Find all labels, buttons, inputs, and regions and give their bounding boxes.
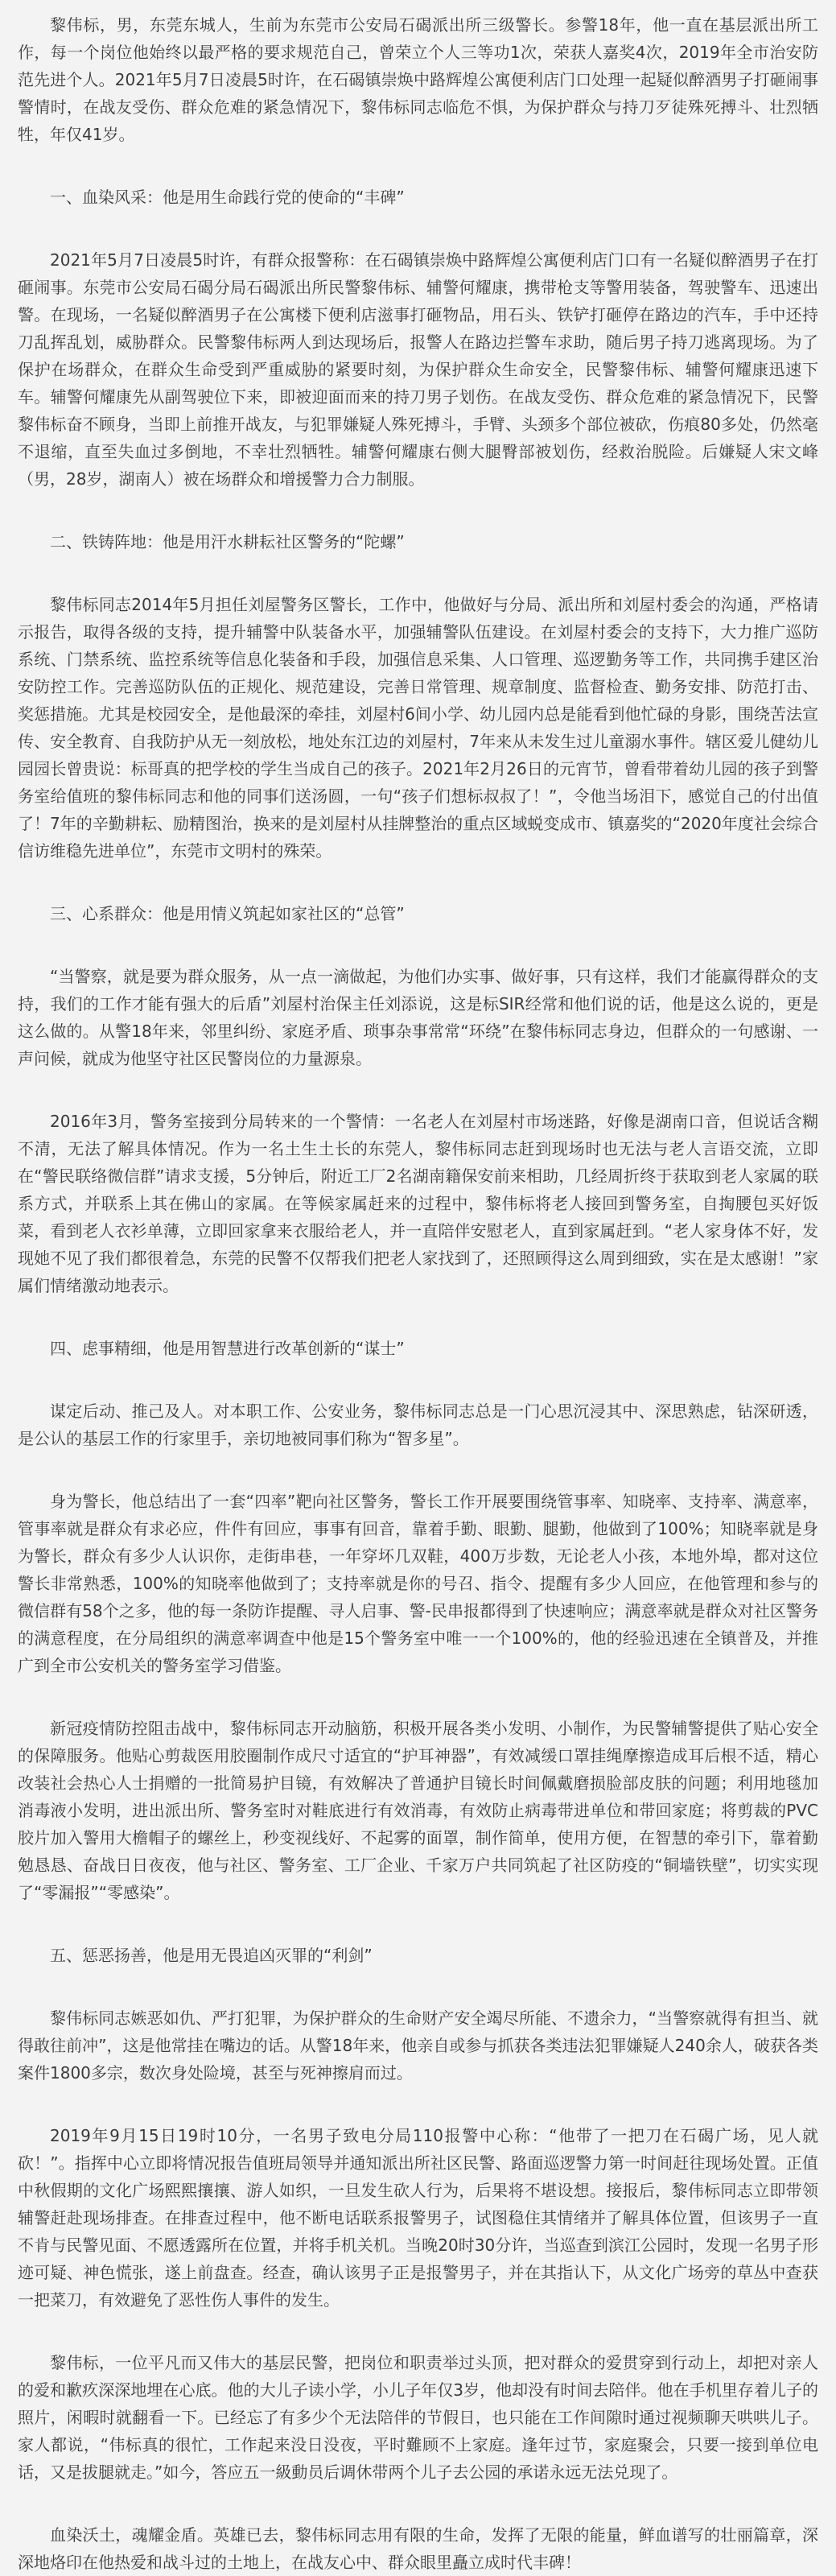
section-3-paragraph-1: “当警察，就是要为群众服务，从一点一滴做起，为他们办实事、做好事，只有这样，我们才能赢得群众的支持，我们的工作才能有强大的后盾”刘屋村治保主任刘添说，这是标SIR经常和他们说的话，他是这么说的，更是这么做的。从警18年来，邻里纠纷、家庭矛盾、琐事杂事常常“环绕”在黎伟标同志身边，但群众的一句感谢、一声问候，就成为他坚守社区民警岗位的力量源泉。 (18, 967, 818, 1068)
section-heading-1: 一、血染风采：他是用生命践行党的使命的“丰碑” (50, 188, 405, 207)
section-2-paragraph-1: 黎伟标同志2014年5月担任刘屋警务区警长，工作中，他做好与分局、派出所和刘屋村委会的沟通，严格请示报告，取得各级的支持，提升辅警中队装备水平，加强辅警队伍建设。在刘屋村委会的支持下，大力推广巡防系统、门禁系统、监控系统等信息化装备和手段，加强信息采集、人口管理、巡逻勤务等工作，共同携手建区治安防控工作。完善巡防队伍的正规化、规范建设，完善日常管理、规章制度、监督检查、勤务安排、防范打击、奖惩措施。尤其是校园安全，是他最深的牵挂，刘屋村6间小学、幼儿园内总是能看到他忙碌的身影，围绕苦法宣传、安全教育、自我防护从无一刻放松，地处东江边的刘屋村，7年来从未发生过儿童溺水事件。辖区爱儿健幼儿园园长曾贵说：标哥真的把学校的学生当成自己的孩子。2021年2月26日的元宵节，曾看带着幼儿园的孩子到警务室给值班的黎伟标同志和他的同事们送汤圆，一句“孩子们想标叔叔了！”，令他当场泪下，感觉自己的付出值了！7年的辛勤耕耘、励精图治，换来的是刘屋村从挂牌整治的重点区域蜕变成市、镇嘉奖的“2020年度社会综合信访维稳先进单位”，东莞市文明村的殊荣。 (18, 595, 818, 861)
section-heading-2: 二、铁铸阵地：他是用汗水耕耘社区警务的“陀螺” (50, 532, 405, 551)
section-5-paragraph-2: 2019年9月15日19时10分，一名男子致电分局110报警中心称：“他带了一把刀在石碣广场，见人就砍！”。指挥中心立即将情况报告值班局领导并通知派出所社区民警、路面巡逻警力第一时间赶往现场处置。正值中秋假期的文化广场熙熙攘攘、游人如织，一旦发生砍人行为，后果将不堪设想。接报后，黎伟标同志立即带领辅警赶赴现场排查。在排查过程中，他不断电话联系报警男子，试图稳住其情绪并了解具体位置，但该男子一直不肯与民警见面、不愿透露所在位置，并将手机关机。当晚20时30分许，当巡查到滨江公园时，发现一名男子形迹可疑、神色慌张，遂上前盘查。经查，确认该男子正是报警男子，并在其指认下，从文化广场旁的草丛中查获一把菜刀，有效避免了恶性伤人事件的发生。 (18, 2126, 818, 2310)
intro-paragraph: 黎伟标，男，东莞东城人，生前为东莞市公安局石碣派出所三级警长。参警18年，他一直在基层派出所工作，每一个岗位他始终以最严格的要求规范自己，曾荣立个人三等功1次，荣获人嘉奖4次，2019年全市治安防范先进个人。2021年5月7日凌晨5时许，在石碣镇崇焕中路辉煌公寓便利店门口处理一起疑似醉酒男子打砸闹事警情时，在战友受伤、群众危难的紧急情况下，黎伟标同志临危不惧，为保护群众与持刀歹徒殊死搏斗、壮烈牺牲，年仅41岁。 (18, 15, 818, 144)
section-heading-3: 三、心系群众：他是用情义筑起如家社区的“总管” (50, 904, 405, 923)
section-3-paragraph-2: 2016年3月，警务室接到分局转来的一个警情：一名老人在刘屋村市场迷路，好像是湖南口音，但说话含糊不清，无法了解具体情况。作为一名土生土长的东莞人，黎伟标同志赶到现场时也无法与老人言语交流，立即在“警民联络微信群”请求支援，5分钟后，附近工厂2名湖南籍保安前来相助，几经周折终于获取到老人家属的联系方式，并联系上其在佛山的家属。在等候家属赶来的过程中，黎伟标将老人接回到警务室，自掏腰包买好饭菜，看到老人衣衫单薄，立即回家拿来衣服给老人，并一直陪伴安慰老人，直到家属赶到。“老人家身体不好，发现她不见了我们都很着急，东莞的民警不仅帮我们把老人家找到了，还照顾得这么周到细致，实在是太感谢！”家属们情绪激动地表示。 (18, 1112, 818, 1295)
closing-paragraph: 血染沃土，魂耀金盾。英雄已去，黎伟标同志用有限的生命，发挥了无限的能量，鲜血谱写的壮丽篇章，深深地烙印在他热爱和战斗过的土地上，在战友心中、群众眼里矗立成时代丰碑！ (18, 2525, 818, 2572)
section-5-paragraph-1: 黎伟标同志嫉恶如仇、严打犯罪，为保护群众的生命财产安全竭尽所能、不遗余力，“当警察就得有担当、就得敢往前冲”，这是他常挂在嘴边的话。从警18年来，他亲自或参与抓获各类违法犯罪嫌疑人240余人，破获各类案件1800多宗，数次身处险境，甚至与死神擦肩而过。 (18, 2008, 818, 2083)
section-heading-4: 四、虑事精细，他是用智慧进行改革创新的“谋士” (50, 1339, 405, 1358)
section-1-paragraph-1: 2021年5月7日凌晨5时许，有群众报警称：在石碣镇崇焕中路辉煌公寓便利店门口有一名疑似醉酒男子在打砸闹事。东莞市公安局石碣分局石碣派出所民警黎伟标、辅警何耀康，携带枪支等警用装备，驾驶警车、迅速出警。在现场，一名疑似醉酒男子在公寓楼下便利店滋事打砸物品，用石头、铁铲打砸停在路边的汽车，手中还持刀乱挥乱划，威胁群众。民警黎伟标两人到达现场后，报警人在路边拦警车求助，随后男子持刀逃离现场。为了保护在场群众，在群众生命受到严重威胁的紧要时刻，为保护群众生命安全，民警黎伟标、辅警何耀康迅速下车。辅警何耀康先从副驾驶位下来，即被迎面而来的持刀男子划伤。在战友受伤、群众危难的紧急情况下，民警黎伟标奋不顾身，当即上前推开战友，与犯罪嫌疑人殊死搏斗，手臂、头颈多个部位被砍，伤痕80多处，仍然毫不退缩，直至失血过多倒地，不幸壮烈牺牲。辅警何耀康右侧大腿臀部被划伤，经救治脱险。后嫌疑人宋文峰（男，28岁，湖南人）被在场群众和增援警力合力制服。 (18, 250, 818, 489)
section-heading-5: 五、惩恶扬善，他是用无畏追凶灭罪的“利剑” (50, 1946, 373, 1965)
section-4-paragraph-2: 身为警长，他总结出了一套“四率”靶向社区警务，警长工作开展要围绕管事率、知晓率、支持率、满意率，管事率就是群众有求必应，件件有回应，事事有回音，靠着手勤、眼勤、腿勤，他做到了100%；知晓率就是身为警长，群众有多少人认识你，走街串巷，一年穿坏几双鞋，400万步数，无论老人小孩，本地外埠，都对这位警长非常熟悉，100%的知晓率他做到了；支持率就是你的号召、指令、提醒有多少人回应，在他管理和参与的微信群有58个之多，他的每一条防诈提醒、寻人启事、警-民串报都得到了快速响应；满意率就是群众对社区警务的满意程度，在分局组织的满意率调查中他是15个警务室中唯一一个100%的，他的经验迅速在全镇普及，并推广到全市公安机关的警务室学习借鉴。 (18, 1492, 818, 1675)
section-4-paragraph-1: 谋定后动、推己及人。对本职工作、公安业务，黎伟标同志总是一门心思沉浸其中、深思熟虑，钻深研透，是公认的基层工作的行家里手，亲切地被同事们称为“智多星”。 (18, 1402, 818, 1448)
section-4-paragraph-3: 新冠疫情防控阻击战中，黎伟标同志开动脑筋，积极开展各类小发明、小制作，为民警辅警提供了贴心安全的保障服务。他贴心剪裁医用胶圈制作成尺寸适宜的“护耳神器”，有效减缓口罩挂绳摩擦造成耳后根不适，精心改装社会热心人士捐赠的一批简易护目镜，有效解决了普通护目镜长时间佩戴磨损脸部皮肤的问题；利用地毯加消毒液小发明，进出派出所、警务室时对鞋底进行有效消毒，有效防止病毒带进单位和带回家庭；将剪裁的PVC胶片加入警用大檐帽子的螺丝上，秒变视线好、不起雾的面罩，制作简单，使用方便，在智慧的牵引下，靠着勤勉恳恳、奋战日日夜夜，他与社区、警务室、工厂企业、千家万户共同筑起了社区防疫的“铜墙铁壁”，切实实现了“零漏报”“零感染”。 (18, 1719, 818, 1902)
section-5-paragraph-3: 黎伟标，一位平凡而又伟大的基层民警，把岗位和职责举过头顶，把对群众的爱贯穿到行动上，却把对亲人的爱和歉疚深深地埋在心底。他的大儿子读小学，小儿子年仅3岁，他却没有时间去陪伴。他在手机里存着儿子的照片，闲暇时就翻看一下。已经忘了有多少个无法陪伴的节假日，也只能在工作间隙时通过视频聊天哄哄儿子。家人都说，“伟标真的很忙，工作起来没日没夜，平时難顾不上家庭。逢年过节，家庭聚会，只要一接到单位电话，又是拔腿就走。”如今，答应五一級動员后调休带两个儿子去公园的承诺永远无法兑现了。 (18, 2353, 818, 2482)
